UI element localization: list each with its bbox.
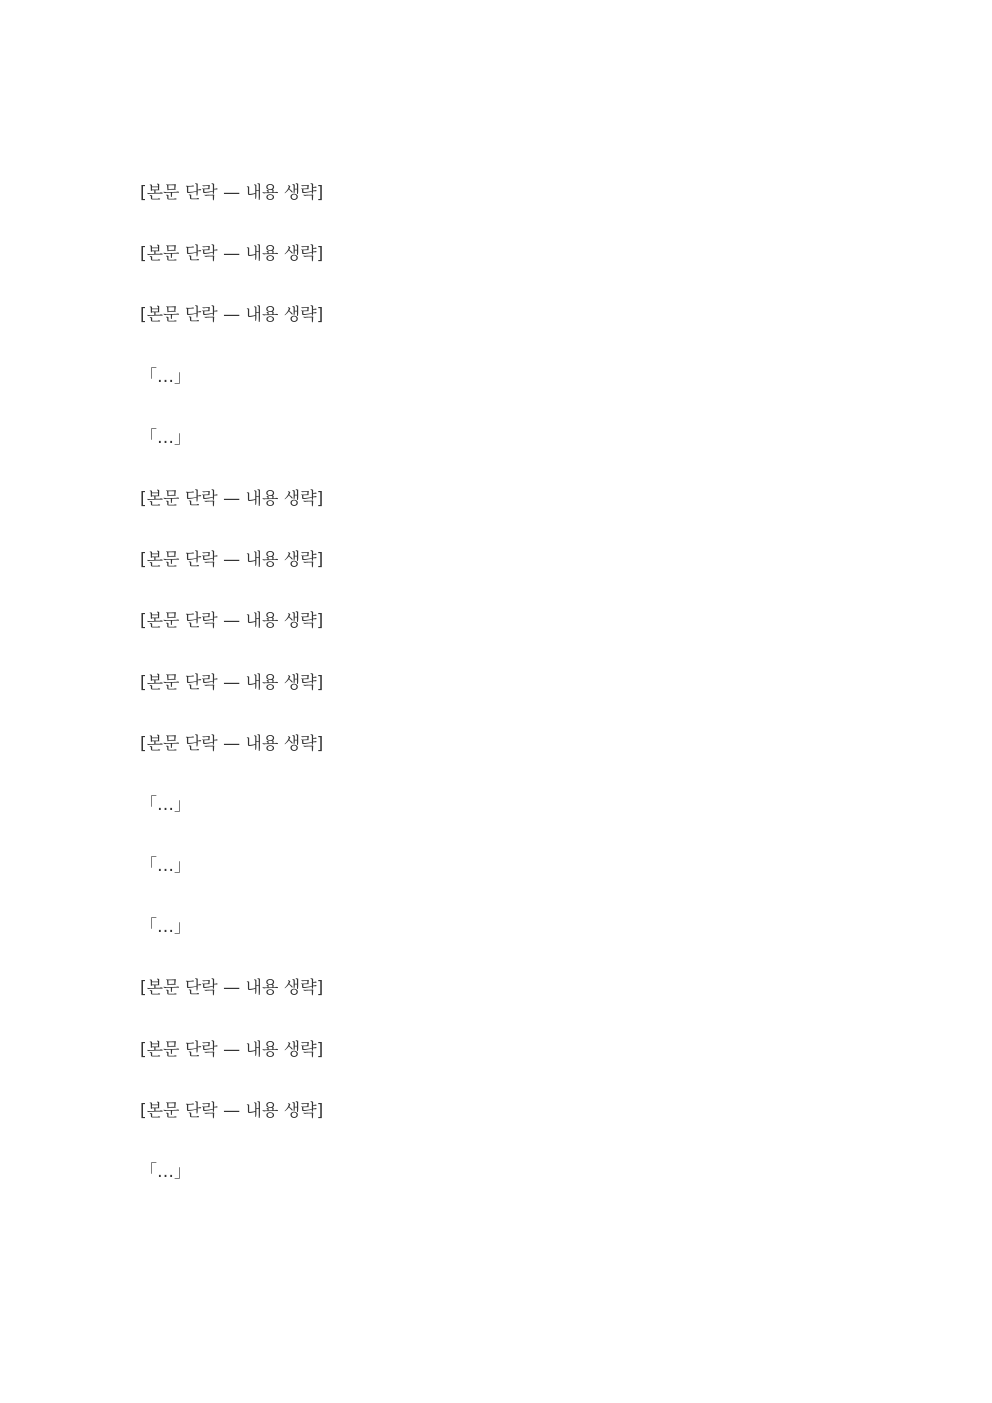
dialogue-line: 「…」	[140, 917, 191, 938]
dialogue-line: 「…」	[140, 1162, 191, 1182]
body-paragraph: [본문 단락 — 내용 생략]	[140, 183, 324, 203]
body-paragraph: [본문 단락 — 내용 생략]	[140, 672, 324, 693]
dialogue-line: 「…」	[140, 794, 191, 815]
body-paragraph: [본문 단락 — 내용 생략]	[140, 305, 324, 326]
body-paragraph: [본문 단락 — 내용 생략]	[140, 1039, 324, 1060]
paragraph-container	[140, 180, 852, 1186]
body-paragraph: [본문 단락 — 내용 생략]	[140, 488, 324, 509]
dialogue-line: 「…」	[140, 856, 191, 877]
dialogue-line: 「…」	[140, 366, 191, 387]
body-paragraph: [본문 단락 — 내용 생략]	[140, 1100, 324, 1121]
body-paragraph: [본문 단락 — 내용 생략]	[140, 978, 324, 999]
dialogue-line: 「…」	[140, 427, 191, 448]
body-paragraph: [본문 단락 — 내용 생략]	[140, 733, 324, 754]
body-paragraph: [본문 단락 — 내용 생략]	[140, 611, 324, 632]
body-paragraph: [본문 단락 — 내용 생략]	[140, 244, 324, 265]
body-paragraph: [본문 단락 — 내용 생략]	[140, 550, 324, 571]
